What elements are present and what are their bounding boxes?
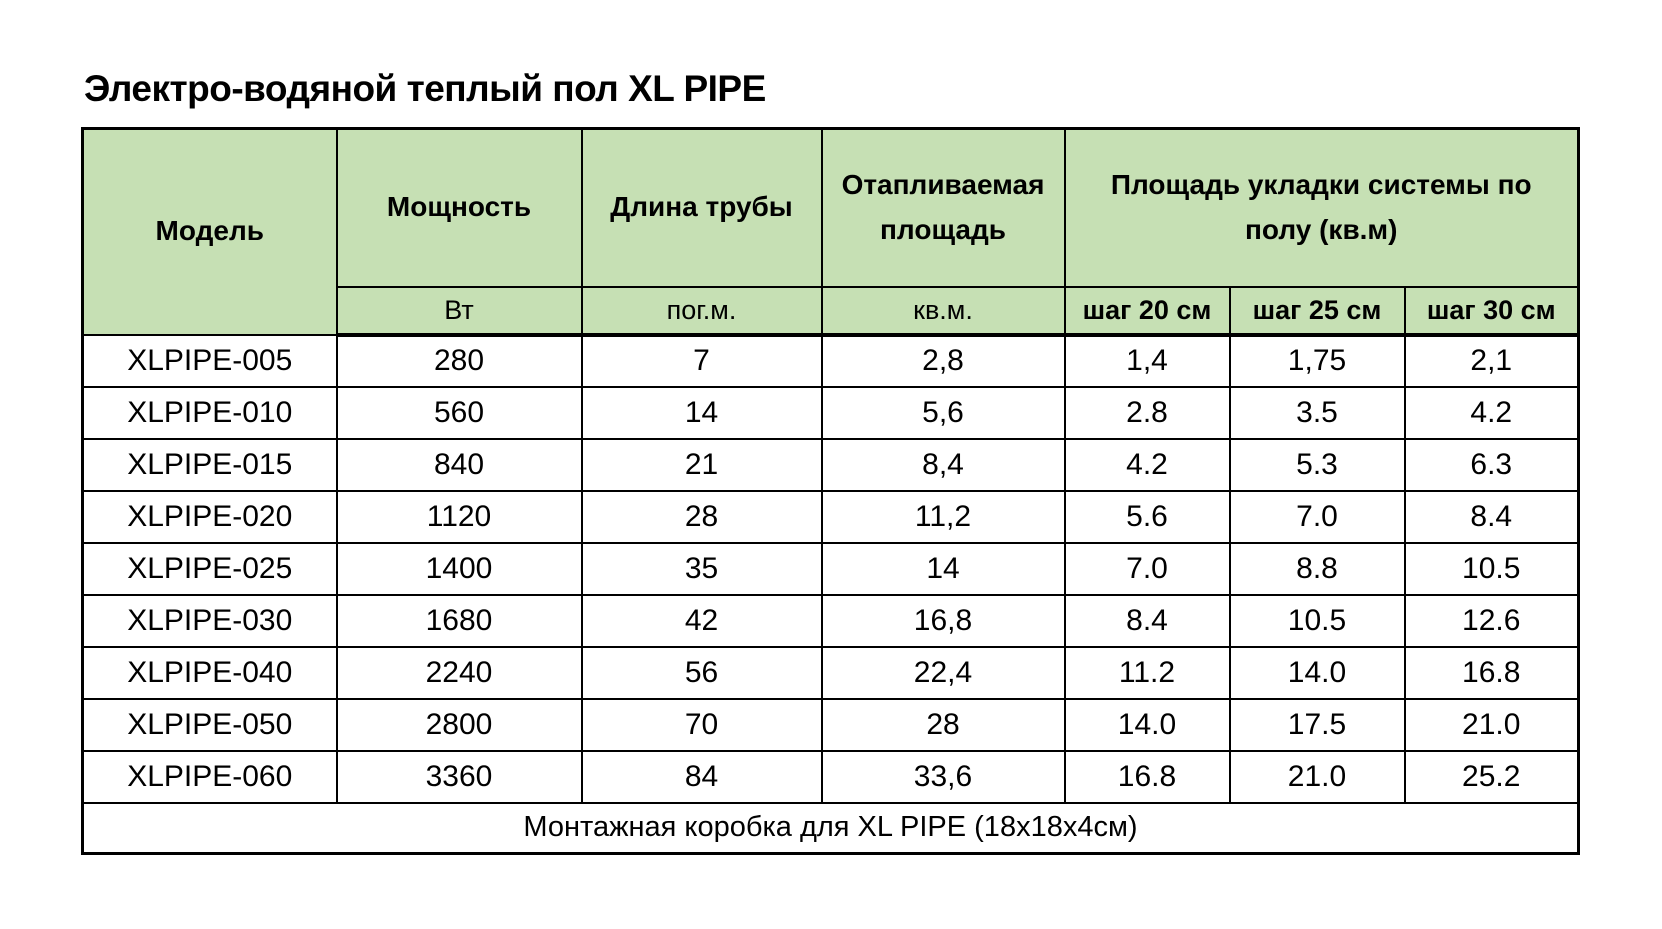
cell-model: XLPIPE-050 — [83, 699, 337, 751]
cell-model: XLPIPE-040 — [83, 647, 337, 699]
cell-step25: 21.0 — [1230, 751, 1405, 803]
cell-step30: 8.4 — [1405, 491, 1579, 543]
cell-length: 14 — [582, 387, 822, 439]
footer-note: Монтажная коробка для XL PIPE (18х18х4см) — [83, 803, 1579, 854]
cell-area: 8,4 — [822, 439, 1065, 491]
cell-step25: 7.0 — [1230, 491, 1405, 543]
cell-area: 33,6 — [822, 751, 1065, 803]
cell-area: 16,8 — [822, 595, 1065, 647]
table-row — [83, 699, 1579, 751]
cell-step25: 17.5 — [1230, 699, 1405, 751]
cell-model: XLPIPE-025 — [83, 543, 337, 595]
cell-step30: 16.8 — [1405, 647, 1579, 699]
cell-power: 560 — [337, 387, 582, 439]
cell-length: 21 — [582, 439, 822, 491]
heated-area-label: Отапливаемая площадь — [841, 168, 1045, 245]
cell-area: 14 — [822, 543, 1065, 595]
table-footer-row — [83, 803, 1579, 854]
cell-step20: 2.8 — [1065, 387, 1230, 439]
col-header-heated-area — [822, 129, 1065, 287]
col-header-pipe-length: Длина трубы — [582, 129, 822, 287]
cell-step20: 4.2 — [1065, 439, 1230, 491]
cell-length: 42 — [582, 595, 822, 647]
cell-step30: 10.5 — [1405, 543, 1579, 595]
cell-power: 3360 — [337, 751, 582, 803]
col-header-step-25: шаг 25 см — [1230, 287, 1405, 335]
cell-step25: 8.8 — [1230, 543, 1405, 595]
cell-model: XLPIPE-010 — [83, 387, 337, 439]
cell-step20: 8.4 — [1065, 595, 1230, 647]
col-header-power: Мощность — [337, 129, 582, 287]
cell-model: XLPIPE-060 — [83, 751, 337, 803]
unit-heated-area: кв.м. — [822, 287, 1065, 335]
spec-table — [81, 127, 1580, 855]
cell-area: 2,8 — [822, 335, 1065, 387]
cell-power: 2240 — [337, 647, 582, 699]
cell-step20: 5.6 — [1065, 491, 1230, 543]
cell-length: 28 — [582, 491, 822, 543]
table-header — [83, 129, 1579, 335]
col-header-laying-area — [1065, 129, 1579, 287]
cell-step20: 7.0 — [1065, 543, 1230, 595]
cell-model: XLPIPE-015 — [83, 439, 337, 491]
cell-step30: 4.2 — [1405, 387, 1579, 439]
cell-model: XLPIPE-030 — [83, 595, 337, 647]
cell-length: 84 — [582, 751, 822, 803]
cell-area: 28 — [822, 699, 1065, 751]
table-row — [83, 387, 1579, 439]
page-title: Электро-водяной теплый пол XL PIPE — [84, 68, 766, 109]
table-row — [83, 491, 1579, 543]
cell-power: 840 — [337, 439, 582, 491]
cell-model: XLPIPE-005 — [83, 335, 337, 387]
table-row — [83, 335, 1579, 387]
table-body — [83, 335, 1579, 854]
table-row — [83, 439, 1579, 491]
cell-area: 11,2 — [822, 491, 1065, 543]
cell-step30: 25.2 — [1405, 751, 1579, 803]
table-row — [83, 595, 1579, 647]
table-row — [83, 543, 1579, 595]
table-row — [83, 647, 1579, 699]
cell-step30: 12.6 — [1405, 595, 1579, 647]
header-row-main — [83, 129, 1579, 287]
cell-power: 280 — [337, 335, 582, 387]
cell-length: 35 — [582, 543, 822, 595]
cell-length: 7 — [582, 335, 822, 387]
cell-step20: 11.2 — [1065, 647, 1230, 699]
cell-area: 22,4 — [822, 647, 1065, 699]
cell-step20: 14.0 — [1065, 699, 1230, 751]
cell-step25: 10.5 — [1230, 595, 1405, 647]
col-header-step-20: шаг 20 см — [1065, 287, 1230, 335]
col-header-step-30: шаг 30 см — [1405, 287, 1579, 335]
col-header-model: Модель — [83, 129, 337, 335]
cell-step20: 16.8 — [1065, 751, 1230, 803]
cell-length: 56 — [582, 647, 822, 699]
cell-model: XLPIPE-020 — [83, 491, 337, 543]
cell-step25: 1,75 — [1230, 335, 1405, 387]
laying-area-label: Площадь укладки системы по полу (кв.м) — [1110, 168, 1532, 245]
table-row — [83, 751, 1579, 803]
cell-step25: 5.3 — [1230, 439, 1405, 491]
cell-power: 2800 — [337, 699, 582, 751]
unit-power: Вт — [337, 287, 582, 335]
cell-step30: 2,1 — [1405, 335, 1579, 387]
cell-power: 1400 — [337, 543, 582, 595]
cell-step25: 3.5 — [1230, 387, 1405, 439]
cell-step30: 21.0 — [1405, 699, 1579, 751]
cell-area: 5,6 — [822, 387, 1065, 439]
cell-power: 1120 — [337, 491, 582, 543]
cell-power: 1680 — [337, 595, 582, 647]
cell-step30: 6.3 — [1405, 439, 1579, 491]
cell-step20: 1,4 — [1065, 335, 1230, 387]
unit-pipe-length: пог.м. — [582, 287, 822, 335]
cell-step25: 14.0 — [1230, 647, 1405, 699]
cell-length: 70 — [582, 699, 822, 751]
